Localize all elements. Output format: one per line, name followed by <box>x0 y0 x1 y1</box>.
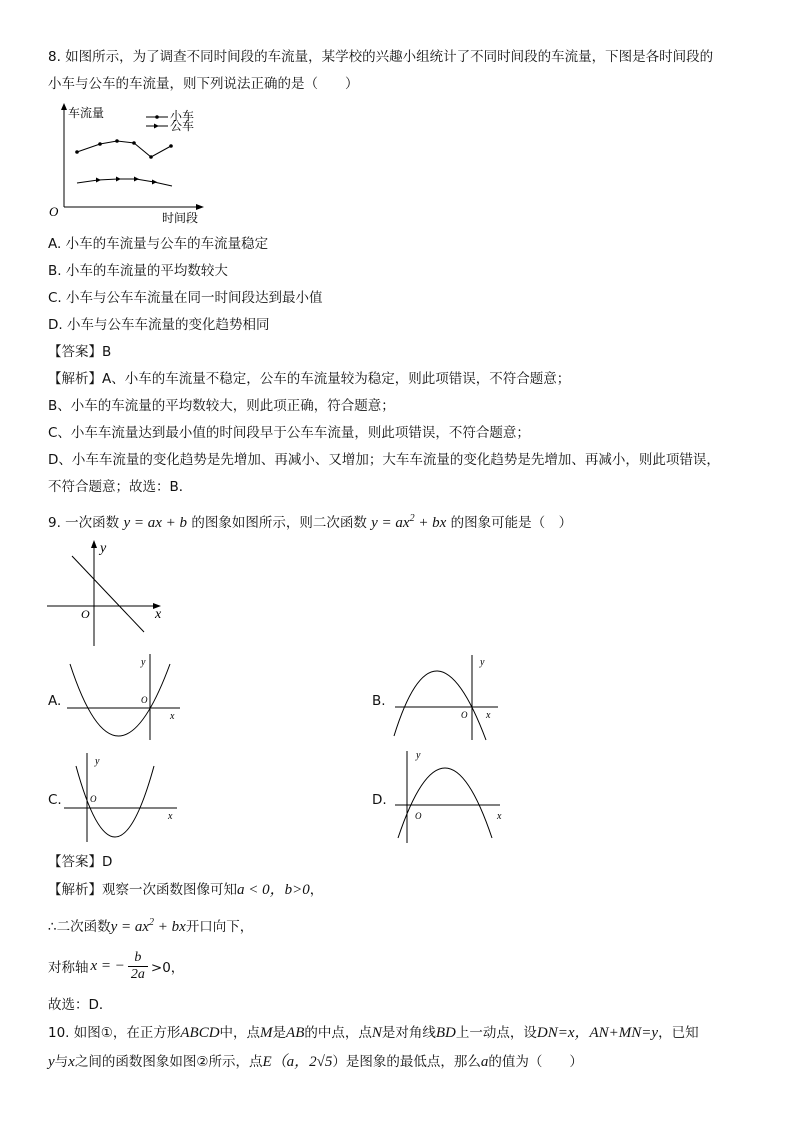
q8-analysis-3: C、小车车流量达到最小值的时间段早于公车车流量，则此项错误，不符合题意； <box>48 425 530 441</box>
q10-l1c: 中，点 <box>219 1025 261 1041</box>
q10-point-n: N <box>371 1025 382 1041</box>
q9-an3-post: >0， <box>150 960 185 976</box>
q9-fraction-num: b <box>134 949 142 965</box>
q10-point-e: E（a，2 <box>262 1054 317 1070</box>
q8-option-a: A. 小车的车流量与公车的车流量稳定 <box>48 236 269 252</box>
q9-an2-fa: y = ax <box>110 919 150 935</box>
q9-an2-exp: 2 <box>149 917 155 928</box>
q10-l1a: 10. 如图①，在正方形 <box>48 1025 181 1041</box>
legend-bus-label: 公车 <box>170 119 195 133</box>
q8-option-d: D. 小车与公车车流量的变化趋势相同 <box>48 317 270 333</box>
bus-point <box>134 177 139 182</box>
d-origin: O <box>415 811 422 821</box>
q9-y-label: y <box>100 541 107 556</box>
q9-linear-graph <box>44 536 174 648</box>
d-y-label: y <box>416 750 421 761</box>
q9-quad-a: y = ax <box>371 515 410 531</box>
legend-car-marker <box>155 115 159 119</box>
q9-an3-x: x = − <box>90 957 125 974</box>
q9-option-a-graph <box>62 652 192 744</box>
q9-option-b-label: B. <box>372 693 386 709</box>
q10-segment-ab: AB <box>286 1025 305 1041</box>
car-point <box>169 144 173 148</box>
q9-option-b-graph <box>390 652 510 744</box>
q10-square: ABCD <box>180 1025 220 1041</box>
q10-line2 <box>48 1053 583 1071</box>
q9-stem <box>48 510 572 532</box>
q10-l1m: ，已知 <box>658 1025 699 1041</box>
q9-option-c-graph <box>62 750 187 846</box>
q10-l2b: 与 <box>54 1054 69 1070</box>
q8-analysis-1: 【解析】A、小车的车流量不稳定，公车的车流量较为稳定，则此项错误，不符合题意； <box>48 371 571 387</box>
b-origin: O <box>461 710 468 720</box>
q10-l2h: 是图象的最低点，那么 <box>345 1054 481 1070</box>
q9-an2-post: 开口向下， <box>185 919 254 935</box>
q10-l1k: 上一动点，设 <box>455 1025 537 1041</box>
q9-analysis-3 <box>48 942 184 990</box>
q9-quadratic-function <box>371 515 446 531</box>
q9-fraction <box>128 950 148 983</box>
q10-l2j: 的值为（ ） <box>488 1054 583 1070</box>
car-point <box>98 142 102 146</box>
parabola-c <box>76 766 154 837</box>
q9-an2-pre: ∴二次函数 <box>48 919 111 935</box>
q9-answer: 【答案】D <box>48 854 113 870</box>
q9-stem-post: 的图象可能是（ ） <box>450 515 573 531</box>
car-series-line <box>77 141 171 157</box>
q9-option-d-label: D. <box>372 792 387 808</box>
q8-stem-line2: 小车与公车的车流量，则下列说法正确的是（ ） <box>48 76 359 92</box>
q8-option-b: B. 小车的车流量的平均数较大 <box>48 263 228 279</box>
q10-line1 <box>48 1024 699 1042</box>
q9-analysis-1 <box>48 881 323 899</box>
q10-var-y: y <box>48 1054 55 1070</box>
q8-traffic-chart <box>44 100 214 225</box>
q9-an2-func <box>111 919 186 935</box>
q8-analysis-2: B、小车的车流量的平均数较大，则此项正确，符合题意； <box>48 398 395 414</box>
q8-x-axis-arrow <box>196 204 204 210</box>
q8-x-label: 时间段 <box>162 211 199 225</box>
q8-y-label: 车流量 <box>68 106 105 120</box>
b-x-label: x <box>486 710 491 721</box>
q9-stem-pre: 9. 一次函数 <box>48 515 120 531</box>
legend-bus-marker <box>154 124 159 129</box>
q9-analysis-4: 故选：D． <box>48 997 113 1013</box>
q9-fraction-den: 2a <box>130 966 145 982</box>
q9-option-d-graph <box>390 748 510 846</box>
legend-car-label: 小车 <box>170 109 195 123</box>
q9-x-label: x <box>155 607 162 622</box>
c-origin: O <box>90 794 97 804</box>
q10-l2g: ） <box>332 1054 346 1070</box>
q8-stem-line1: 8. 如图所示，为了调查不同时间段的车流量，某学校的兴趣小组统计了不同时间段的车流量，下图是各时间段的 <box>48 49 714 65</box>
q8-option-c: C. 小车与公车车流量在同一时间段达到最小值 <box>48 290 323 306</box>
bus-point <box>116 177 121 182</box>
q10-var-x: x <box>68 1054 75 1070</box>
car-point <box>115 139 119 143</box>
q10-point-m: M <box>260 1025 273 1041</box>
q10-diagonal-bd: BD <box>435 1025 456 1041</box>
bus-point <box>96 178 101 183</box>
parabola-d <box>398 768 492 838</box>
c-x-label: x <box>168 811 173 822</box>
q9-quad-b: + bx <box>414 515 447 531</box>
bus-point <box>152 180 157 185</box>
q9-option-c-label: C. <box>48 792 62 808</box>
q8-analysis-4: D、小车车流量的变化趋势是先增加、再减小、又增加；大车车流量的变化趋势是先增加、再减小，则此项错误， <box>48 452 720 468</box>
q8-origin: O <box>49 204 59 219</box>
b-y-label: y <box>480 657 485 668</box>
q9-y-axis-arrow <box>91 540 97 548</box>
car-point <box>75 150 79 154</box>
q10-l1g: 的中点，点 <box>304 1025 372 1041</box>
q9-an1-pre: 【解析】观察一次函数图像可知 <box>48 882 237 898</box>
q8-y-axis-arrow <box>61 103 67 110</box>
q9-option-a-label: A. <box>48 693 62 709</box>
q10-l1e: 是 <box>272 1025 287 1041</box>
a-y-label: y <box>141 657 146 668</box>
car-point <box>132 141 136 145</box>
q10-definitions: DN=x，AN+MN=y <box>536 1025 659 1041</box>
q8-answer: 【答案】B <box>48 344 112 360</box>
q9-an3-pre: 对称轴 <box>48 960 89 976</box>
q9-stem-mid: 的图象如图所示，则二次函数 <box>191 515 367 531</box>
parabola-a <box>70 664 170 736</box>
q10-l2d: 之间的函数图象如图②所示，点 <box>74 1054 263 1070</box>
d-x-label: x <box>497 811 502 822</box>
q9-quad-exp: 2 <box>409 513 415 524</box>
q10-var-a: a <box>480 1054 489 1070</box>
bus-series-line <box>77 179 172 186</box>
q9-an2-fb: + bx <box>154 919 186 935</box>
q9-an1-post: ， <box>309 882 324 898</box>
car-point <box>149 155 153 159</box>
c-y-label: y <box>95 756 100 767</box>
q9-analysis-2 <box>48 914 253 936</box>
q9-an1-math: a < 0，b>0 <box>237 882 310 898</box>
q9-linear-function: y = ax + b <box>123 515 188 531</box>
q9-origin: O <box>81 607 90 621</box>
a-x-label: x <box>170 711 175 722</box>
q10-sqrt5: √5 <box>316 1054 333 1070</box>
q8-analysis-5: 不符合题意；故选：B． <box>48 479 193 495</box>
a-origin: O <box>141 695 148 705</box>
q10-l1i: 是对角线 <box>381 1025 436 1041</box>
